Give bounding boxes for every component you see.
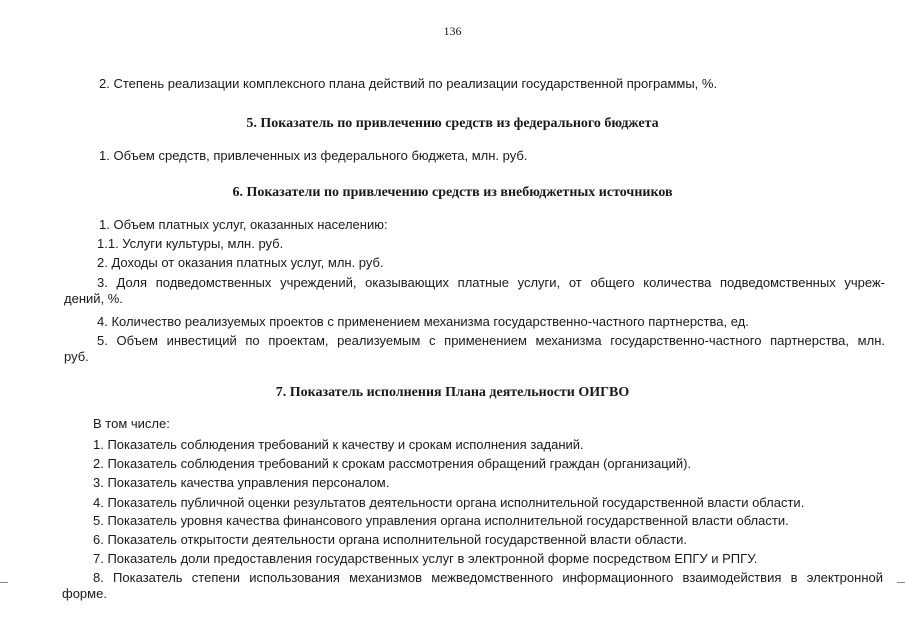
scan-edge-mark-right: [897, 582, 905, 583]
section-7-heading: 7. Показатель исполнения Плана деятельности ОИГВО: [275, 385, 630, 400]
section-7-item-continuation: форме.: [62, 586, 107, 601]
section-7-item: 2. Показатель соблюдения требований к срокам рассмотрения обращений граждан (организаций).: [93, 456, 692, 471]
section-6-item: 5. Объем инвестиций по проектам, реализуемым с применением механизма государственно-частного партнерства, млн.: [97, 333, 885, 348]
section-7-item: 7. Показатель доли предоставления государственных услуг в электронной форме посредством ЕПГУ и РПГУ.: [93, 551, 758, 566]
section-6-item-continuation: руб.: [64, 349, 89, 364]
section-6-item: 1. Объем платных услуг, оказанных населению:: [99, 217, 388, 232]
section-6-item: 3. Доля подведомственных учреждений, оказывающих платные услуги, от общего количества подведомственных учреж-: [97, 275, 885, 290]
section-7-item: 1. Показатель соблюдения требований к качеству и срокам исполнения заданий.: [93, 437, 584, 452]
section-7-item: 8. Показатель степени использования механизмов межведомственного информационного взаимодействия в электронной: [93, 570, 883, 585]
intro-item: 2. Степень реализации комплексного плана действий по реализации государственной программы, %.: [99, 76, 718, 91]
section-7-lead: В том числе:: [93, 416, 170, 431]
section-6-heading: 6. Показатели по привлечению средств из внебюджетных источников: [232, 185, 673, 200]
section-6-item: 2. Доходы от оказания платных услуг, млн. руб.: [97, 255, 384, 270]
section-7-item: 3. Показатель качества управления персоналом.: [93, 475, 390, 490]
section-7-item: 4. Показатель публичной оценки результатов деятельности органа исполнительной государственной власти области.: [93, 495, 805, 510]
section-6-item-continuation: дений, %.: [64, 291, 123, 306]
section-7-item: 5. Показатель уровня качества финансового управления органа исполнительной государственной власти области.: [93, 513, 789, 528]
section-5-item: 1. Объем средств, привлеченных из федерального бюджета, млн. руб.: [99, 148, 528, 163]
section-7-item: 6. Показатель открытости деятельности органа исполнительной государственной власти области.: [93, 532, 688, 547]
section-6-item: 4. Количество реализуемых проектов с применением механизма государственно-частного партнерства, ед.: [97, 314, 749, 329]
page-number: 136: [443, 24, 462, 38]
section-6-item: 1.1. Услуги культуры, млн. руб.: [97, 236, 284, 251]
scan-edge-mark-left: [0, 582, 8, 583]
section-5-heading: 5. Показатель по привлечению средств из федерального бюджета: [246, 116, 659, 131]
